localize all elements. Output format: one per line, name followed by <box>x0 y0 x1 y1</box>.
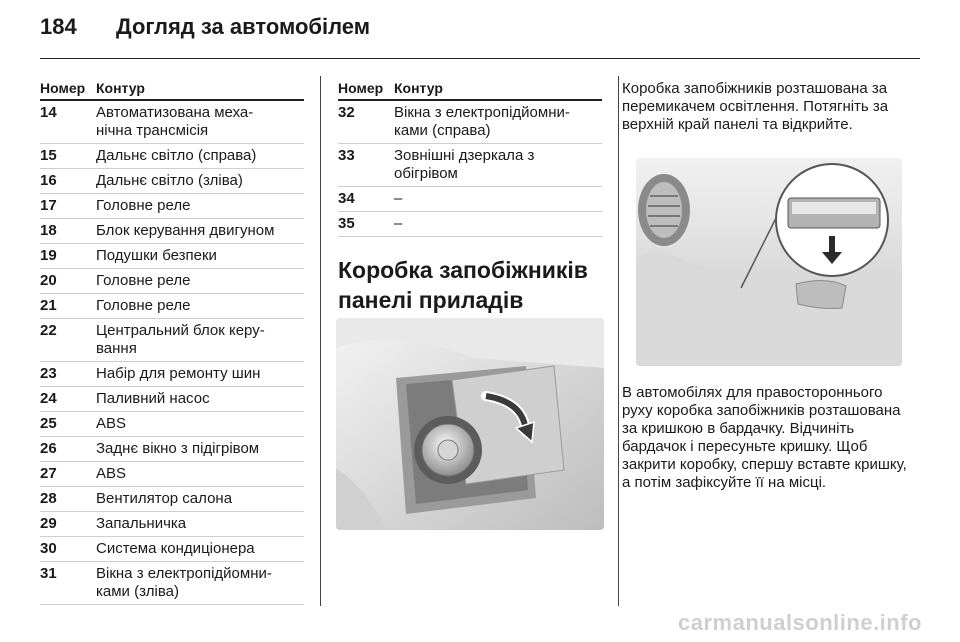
fuse-number: 16 <box>40 172 57 189</box>
fuse-number: 31 <box>40 565 57 582</box>
table-header <box>338 80 602 101</box>
fuse-number: 22 <box>40 322 57 339</box>
fuse-circuit: Запальничка <box>96 515 187 532</box>
table-row <box>40 294 304 319</box>
fuse-circuit: Вентилятор салона <box>96 490 233 507</box>
fuse-number: 33 <box>338 147 355 164</box>
table-row <box>40 562 304 605</box>
paragraph-glovebox: В автомобілях для правостороннього руху коробка запобіжників розташована за кришкою в бардачку. Відчиніть бардачок і пересуньте кришку. Щоб закрити коробку, спершу вставте кришку, а потім зафіксуйте її на місці. <box>622 384 907 491</box>
column-divider-1 <box>320 76 321 606</box>
table-row <box>40 244 304 269</box>
fuse-circuit: ABS <box>96 465 127 482</box>
fuse-number: 26 <box>40 440 57 457</box>
fuse-circuit: Система кондиціонера <box>96 540 255 557</box>
table-row <box>338 101 602 144</box>
paragraph-instrument-panel: Коробка запобіжників розташована за перемикачем освітлення. Потягніть за верхній край панелі та відкрийте. <box>622 80 889 133</box>
col-circuit-header: Контур <box>394 80 443 96</box>
fuse-circuit: Набір для ремонту шин <box>96 365 261 382</box>
fuse-circuit: Дальнє світло (справа) <box>96 147 257 164</box>
table-row <box>40 362 304 387</box>
col-number-header: Номер <box>40 80 86 96</box>
section-heading: Коробка запобіжників панелі приладів <box>338 257 588 313</box>
fuse-number: 25 <box>40 415 57 432</box>
watermark: carmanualsonline.info <box>678 610 922 635</box>
col-number-header: Номер <box>338 80 384 96</box>
fuse-circuit: ABS <box>96 415 127 432</box>
table-row <box>40 487 304 512</box>
fuse-number: 32 <box>338 104 355 121</box>
fuse-table-right <box>338 80 602 315</box>
table-row <box>40 512 304 537</box>
fuse-number: 21 <box>40 297 57 314</box>
table-row <box>40 537 304 562</box>
col-circuit-header: Контур <box>96 80 145 96</box>
fuse-number: 18 <box>40 222 57 239</box>
header-rule <box>40 58 920 59</box>
fuse-panel-drawing <box>336 318 604 530</box>
fuse-number: 23 <box>40 365 57 382</box>
table-row <box>40 387 304 412</box>
fuse-circuit: Зовнішні дзеркала з обігрівом <box>394 147 535 182</box>
fuse-circuit: Вікна з електропідйомни- ками (справа) <box>394 104 570 139</box>
table-row <box>40 437 304 462</box>
fuse-circuit: Заднє вікно з підігрівом <box>96 440 260 457</box>
glovebox-drawing <box>636 158 902 366</box>
page-title: Догляд за автомобілем <box>116 14 371 39</box>
fuse-number: 30 <box>40 540 57 557</box>
table-header <box>40 80 304 101</box>
table-row <box>338 144 602 187</box>
fuse-circuit: – <box>394 190 403 207</box>
fuse-number: 20 <box>40 272 57 289</box>
table-row <box>40 219 304 244</box>
fuse-number: 14 <box>40 104 57 121</box>
table-row <box>40 144 304 169</box>
fuse-circuit: Блок керування двигуном <box>96 222 275 239</box>
fuse-circuit: Паливний насос <box>96 390 210 407</box>
glovebox-illustration <box>636 158 902 366</box>
table-row <box>338 187 602 212</box>
fuse-table-left <box>40 80 304 605</box>
fuse-circuit: Автоматизована меха- нічна трансмісія <box>96 104 254 139</box>
table-row <box>40 101 304 144</box>
fuse-number: 19 <box>40 247 57 264</box>
table-row <box>40 194 304 219</box>
fuse-number: 15 <box>40 147 57 164</box>
table-row <box>40 412 304 437</box>
fuse-circuit: – <box>394 215 403 232</box>
fuse-circuit: Головне реле <box>96 197 191 214</box>
fuse-number: 17 <box>40 197 57 214</box>
fuse-number: 24 <box>40 390 57 407</box>
fuse-circuit: Головне реле <box>96 272 191 289</box>
fuse-number: 28 <box>40 490 57 507</box>
fuse-panel-illustration <box>336 318 604 530</box>
right-column <box>622 80 912 134</box>
fuse-circuit: Центральний блок керу- вання <box>96 322 265 357</box>
fuse-circuit: Дальнє світло (зліва) <box>96 172 243 189</box>
fuse-number: 27 <box>40 465 57 482</box>
table-row <box>338 212 602 237</box>
table-row <box>40 319 304 362</box>
table-row <box>40 269 304 294</box>
page-header <box>40 14 370 40</box>
fuse-circuit: Вікна з електропідйомни- ками (зліва) <box>96 565 272 600</box>
table-row <box>40 169 304 194</box>
table-row <box>40 462 304 487</box>
table-body <box>338 101 602 237</box>
fuse-number: 29 <box>40 515 57 532</box>
column-divider-2 <box>618 76 619 606</box>
fuse-number: 34 <box>338 190 355 207</box>
fuse-circuit: Подушки безпеки <box>96 247 217 264</box>
fuse-circuit: Головне реле <box>96 297 191 314</box>
table-body <box>40 101 304 605</box>
fuse-number: 35 <box>338 215 355 232</box>
page-number: 184 <box>40 14 77 39</box>
